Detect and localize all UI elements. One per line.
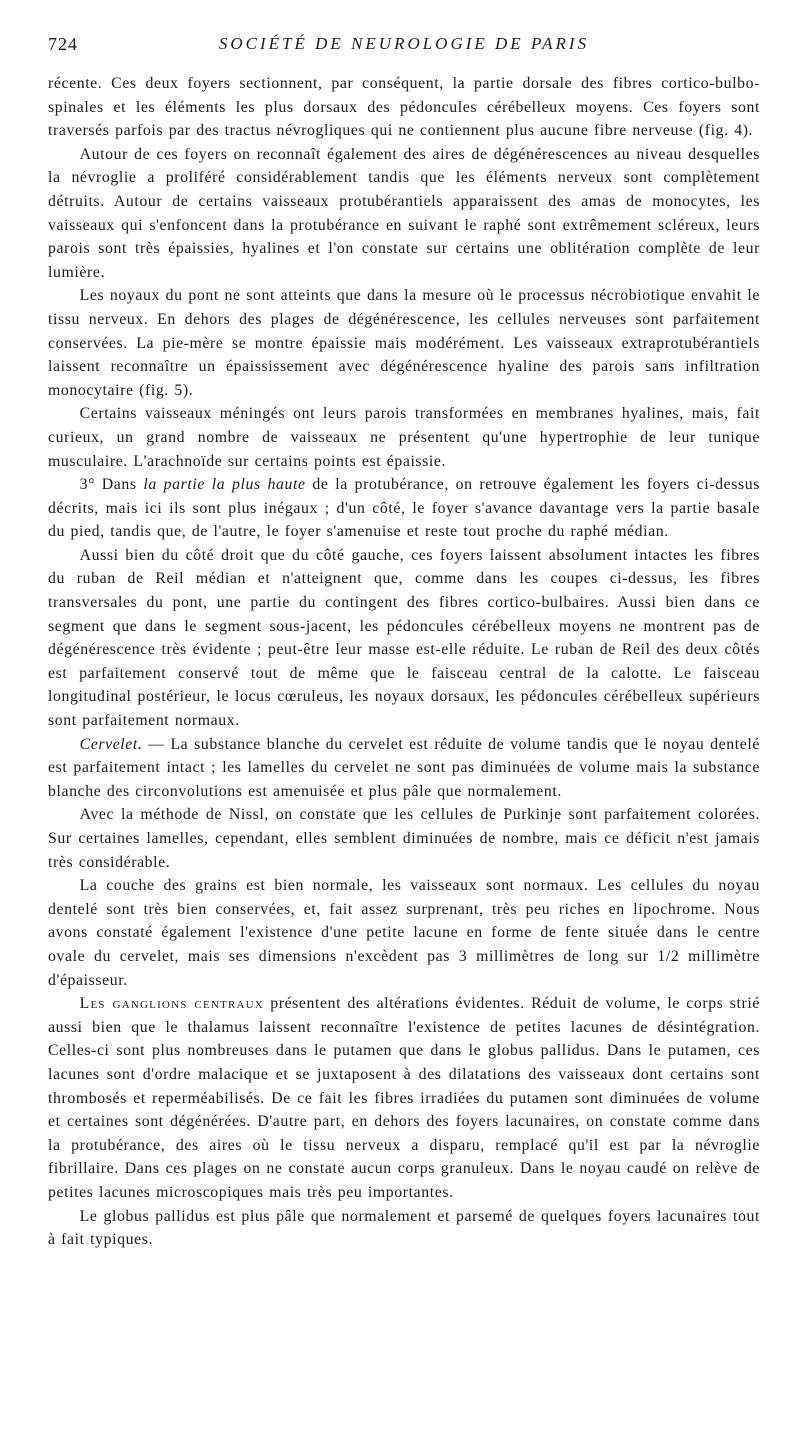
running-title: SOCIÉTÉ DE NEUROLOGIE DE PARIS [218,34,590,53]
paragraph [48,992,760,1204]
paragraph-text: — La substance blanche du cervelet est réduite de volume tandis que le noyau dentelé est parfaitement intact ; les lamelles du cervelet ne sont pas diminuées de volume mais la substance blanche des circonvolutions est amenuisée et plus pâle que normalement. [48,735,760,800]
paragraph: Le globus pallidus est plus pâle que normalement et parsemé de quelques foyers lacunaires tout à fait typiques. [48,1207,760,1249]
body-text [48,72,760,1252]
paragraph: Aussi bien du côté droit que du côté gauche, ces foyers laissent absolument intactes les fibres du ruban de Reil médian et n'atteignent que, comme dans les coupes ci-dessus, les fibres transversales du pont, une partie du contingent des fibres cortico-bulbaires. Aussi bien dans ce segment que dans le segment sous-jacent, les pédoncules cérébelleux moyens ne montrent pas de dégénérescence très évidente ; peut-être leur masse est-elle réduite. Le ruban de Reil des deux côtés est parfaitement conservé tout de même que le faisceau central de la calotte. Le faisceau longitudinal postérieur, le locus cœruleus, les noyaux dorsaux, les pédoncules cérébelleux supérieurs sont parfaitement normaux. [48,546,760,730]
paragraph [48,733,760,804]
document-page [48,34,760,1252]
running-head [48,34,760,60]
paragraph: Autour de ces foyers on reconnaît également des aires de dégénérescences au niveau desquelles la névroglie a proliféré considérablement tandis que les éléments nerveux sont complètement détruits. Autour de certains vaisseaux protubérantiels apparaissent des amas de monocytes, les vaisseaux qui s'enfoncent dans la protubérance en suivant le raphé sont extrêmement scléreux, leurs parois sont très épaissies, hyalines et l'on constate sur certains une oblitération complète de leur lumière. [48,145,760,281]
paragraph-lead: 3° Dans [79,476,144,494]
paragraph: Les noyaux du pont ne sont atteints que dans la mesure où le processus nécrobiotique envahit le tissu nerveux. En dehors des plages de dégénérescence, les cellules nerveuses sont parfaitement conservées. La pie-mère se montre épaissie mais modérément. Les vaisseaux extraprotubérantiels laissent reconnaître un épaississement avec dégénérescence hyaline des parois sans infiltration monocytaire (fig. 5). [48,287,760,399]
page-number: 724 [48,34,78,54]
paragraph: La couche des grains est bien normale, les vaisseaux sont normaux. Les cellules du noyau dentelé sont très bien conservées, et, fait assez surprenant, très peu riches en lipochrome. Nous avons constaté également l'existence d'une petite lacune en forme de fente située dans le centre ovale du cervelet, mais ses dimensions n'excèdent pas 3 millimètres de long sur 1/2 millimètre d'épaisseur. [48,877,760,989]
paragraph-text: de la protubérance, on retrouve également les foyers ci-dessus décrits, mais ici ils sont plus inégaux ; d'un côté, le foyer s'avance davantage vers la partie basale du pied, tandis que, de l'autre, le foyer s'amenuise et reste tout proche du raphé médian. [48,476,760,541]
italic-phrase: la partie la plus haute [143,476,306,494]
paragraph [48,473,760,544]
paragraph: Certains vaisseaux méningés ont leurs parois transformées en membranes hyalines, mais, fait curieux, un grand nombre de vaisseaux ne présentent qu'une hypertrophie de leur tunique musculaire. L'arachnoïde sur certains points est épaissie. [48,405,760,470]
section-heading-cervelet: Cervelet. [79,735,143,753]
paragraph: Avec la méthode de Nissl, on constate que les cellules de Purkinje sont parfaitement colorées. Sur certaines lamelles, cependant, elles semblent diminuées de nombre, mais ce déficit n'est jamais très considérable. [48,806,760,871]
paragraph-text: présentent des altérations évidentes. Réduit de volume, le corps strié aussi bien que le thalamus laissent reconnaître l'existence de petites lacunes de désintégration. Celles-ci sont plus nombreuses dans le putamen que dans le globus pallidus. Dans le putamen, ces lacunes sont d'ordre malacique et se juxtaposent à des dilatations des vaisseaux dont certains sont thrombosés et reperméabilisés. De ce fait les fibres irradiées du putamen sont diminuées de volume et certaines sont dégénérées. D'autre part, en dehors des foyers lacunaires, on constate comme dans la protubérance, des aires où le tissu nerveux a disparu, remplacé qu'il est par la névroglie fibrillaire. Dans ces plages on ne constate aucun corps granuleux. Dans le noyau caudé on relève de petites lacunes microscopiques mais très peu importantes. [48,995,760,1201]
section-heading-ganglions: Les ganglions centraux [79,995,264,1013]
paragraph: récente. Ces deux foyers sectionnent, par conséquent, la partie dorsale des fibres cortico-bulbo-spinales et les éléments les plus dorsaux des pédoncules cérébelleux moyens. Ces foyers sont traversés parfois par des tractus névrogliques qui ne contiennent plus aucune fibre nerveuse (fig. 4). [48,75,760,140]
